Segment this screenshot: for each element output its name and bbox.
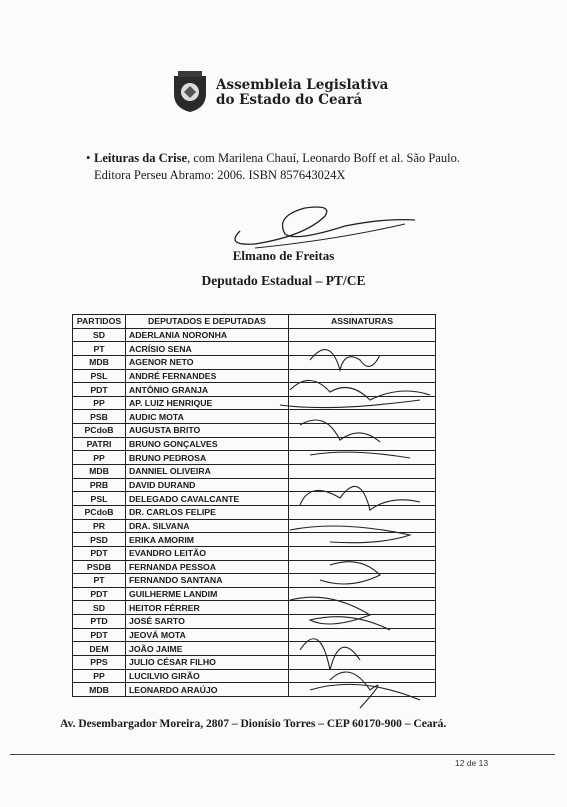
reference-title: Leituras da Crise	[94, 151, 188, 165]
table-row	[73, 437, 436, 451]
assembly-name-line2: do Estado do Ceará	[216, 92, 363, 108]
signature-scribble	[215, 196, 435, 256]
party-cell: PSDB	[73, 560, 126, 574]
table-row	[73, 505, 436, 519]
table-row	[73, 560, 436, 574]
table-row	[73, 465, 436, 479]
deputy-name-cell: FERNANDA PESSOA	[126, 560, 289, 574]
deputy-name-cell: LUCILVIO GIRÃO	[126, 669, 289, 683]
deputy-name-cell: DANNIEL OLIVEIRA	[126, 465, 289, 479]
signature-cell	[289, 451, 436, 465]
signature-cell	[289, 369, 436, 383]
signature-cell	[289, 587, 436, 601]
signature-cell	[289, 478, 436, 492]
party-cell: PR	[73, 519, 126, 533]
party-cell: PSD	[73, 533, 126, 547]
deputy-name-cell: LEONARDO ARAÚJO	[126, 683, 289, 697]
party-cell: PCdoB	[73, 505, 126, 519]
deputy-name-cell: DR. CARLOS FELIPE	[126, 505, 289, 519]
table-row	[73, 601, 436, 615]
deputy-name-cell: DRA. SILVANA	[126, 519, 289, 533]
table-row	[73, 492, 436, 506]
signature-cell	[289, 410, 436, 424]
deputy-name-cell: JEOVÁ MOTA	[126, 628, 289, 642]
signature-cell	[289, 519, 436, 533]
party-cell: PP	[73, 451, 126, 465]
party-cell: SD	[73, 601, 126, 615]
deputy-name-cell: GUILHERME LANDIM	[126, 587, 289, 601]
table-row	[73, 342, 436, 356]
assembly-name-line1: Assembleia Legislativa	[216, 77, 389, 93]
table-row	[73, 574, 436, 588]
deputy-name-cell: JOSÉ SARTO	[126, 615, 289, 629]
signature-cell	[289, 355, 436, 369]
signature-cell	[289, 615, 436, 629]
table-row	[73, 328, 436, 342]
deputy-name-cell: ERIKA AMORIM	[126, 533, 289, 547]
deputy-name-cell: DAVID DURAND	[126, 478, 289, 492]
table-row	[73, 683, 436, 697]
reference-item	[86, 150, 474, 184]
party-cell: PCdoB	[73, 424, 126, 438]
party-cell: PP	[73, 396, 126, 410]
table-row	[73, 656, 436, 670]
table-row	[73, 355, 436, 369]
signature-cell	[289, 574, 436, 588]
signature-cell	[289, 533, 436, 547]
signature-cell	[289, 437, 436, 451]
deputy-name-cell: FERNANDO SANTANA	[126, 574, 289, 588]
table-row	[73, 396, 436, 410]
signature-cell	[289, 601, 436, 615]
signature-cell	[289, 546, 436, 560]
signature-cell	[289, 328, 436, 342]
signature-cell	[289, 505, 436, 519]
party-cell: PDT	[73, 628, 126, 642]
signature-cell	[289, 560, 436, 574]
signature-cell	[289, 642, 436, 656]
deputy-name-cell: HEITOR FÉRRER	[126, 601, 289, 615]
assembly-name	[216, 78, 388, 108]
table-row	[73, 669, 436, 683]
deputy-name-cell: AGENOR NETO	[126, 355, 289, 369]
deputy-name-cell: ADERLANIA NORONHA	[126, 328, 289, 342]
signature-cell	[289, 492, 436, 506]
party-cell: PATRI	[73, 437, 126, 451]
party-cell: SD	[73, 328, 126, 342]
table-row	[73, 628, 436, 642]
deputy-name-cell: JOÃO JAIME	[126, 642, 289, 656]
table-header-row	[73, 315, 436, 329]
party-cell: PT	[73, 574, 126, 588]
signature-cell	[289, 396, 436, 410]
deputy-name-cell: ANTÔNIO GRANJA	[126, 383, 289, 397]
deputy-name-cell: DELEGADO CAVALCANTE	[126, 492, 289, 506]
party-cell: DEM	[73, 642, 126, 656]
party-cell: MDB	[73, 683, 126, 697]
table-row	[73, 383, 436, 397]
party-cell: PSL	[73, 492, 126, 506]
party-cell: PPS	[73, 656, 126, 670]
signature-cell	[289, 342, 436, 356]
table-row	[73, 410, 436, 424]
assembly-logo	[170, 70, 390, 120]
signer-role: Deputado Estadual – PT/CE	[201, 273, 366, 288]
bullet-icon: •	[86, 151, 91, 165]
signature-cell	[289, 628, 436, 642]
signer-name: Elmano de Freitas	[232, 248, 335, 263]
deputy-name-cell: ACRÍSIO SENA	[126, 342, 289, 356]
signature-cell	[289, 669, 436, 683]
party-cell: PDT	[73, 546, 126, 560]
table-row	[73, 478, 436, 492]
deputy-name-cell: AP. LUIZ HENRIQUE	[126, 396, 289, 410]
signature-cell	[289, 383, 436, 397]
table-row	[73, 615, 436, 629]
party-cell: PSB	[73, 410, 126, 424]
header-signatures: ASSINATURAS	[289, 315, 436, 329]
deputy-name-cell: BRUNO PEDROSA	[126, 451, 289, 465]
deputies-table	[72, 314, 436, 697]
signature-cell	[289, 424, 436, 438]
party-cell: PP	[73, 669, 126, 683]
signature-cell	[289, 465, 436, 479]
table-row	[73, 519, 436, 533]
footer-address: Av. Desembargador Moreira, 2807 – Dionísio Torres – CEP 60170-900 – Ceará.	[60, 718, 447, 730]
party-cell: PTD	[73, 615, 126, 629]
coat-of-arms-icon	[170, 70, 210, 114]
table-row	[73, 642, 436, 656]
table-row	[73, 546, 436, 560]
signature-cell	[289, 683, 436, 697]
reference-details: , com Marilena Chauí, Leonardo Boff et al. São Paulo. Editora Perseu Abramo: 2006. ISBN 857643024X	[94, 151, 461, 182]
party-cell: MDB	[73, 355, 126, 369]
table-row	[73, 587, 436, 601]
table-row	[73, 369, 436, 383]
footer-divider	[10, 754, 555, 755]
deputy-name-cell: AUDIC MOTA	[126, 410, 289, 424]
table-row	[73, 533, 436, 547]
deputy-name-cell: ANDRÉ FERNANDES	[126, 369, 289, 383]
party-cell: MDB	[73, 465, 126, 479]
table-row	[73, 424, 436, 438]
deputy-name-cell: EVANDRO LEITÃO	[126, 546, 289, 560]
party-cell: PRB	[73, 478, 126, 492]
party-cell: PT	[73, 342, 126, 356]
deputy-name-cell: JULIO CÉSAR FILHO	[126, 656, 289, 670]
party-cell: PSL	[73, 369, 126, 383]
page-number: 12 de 13	[455, 758, 489, 768]
deputy-name-cell: AUGUSTA BRITO	[126, 424, 289, 438]
party-cell: PDT	[73, 587, 126, 601]
signature-cell	[289, 656, 436, 670]
header-deputies: DEPUTADOS E DEPUTADAS	[126, 315, 289, 329]
party-cell: PDT	[73, 383, 126, 397]
table-row	[73, 451, 436, 465]
deputy-name-cell: BRUNO GONÇALVES	[126, 437, 289, 451]
header-party: PARTIDOS	[73, 315, 126, 329]
